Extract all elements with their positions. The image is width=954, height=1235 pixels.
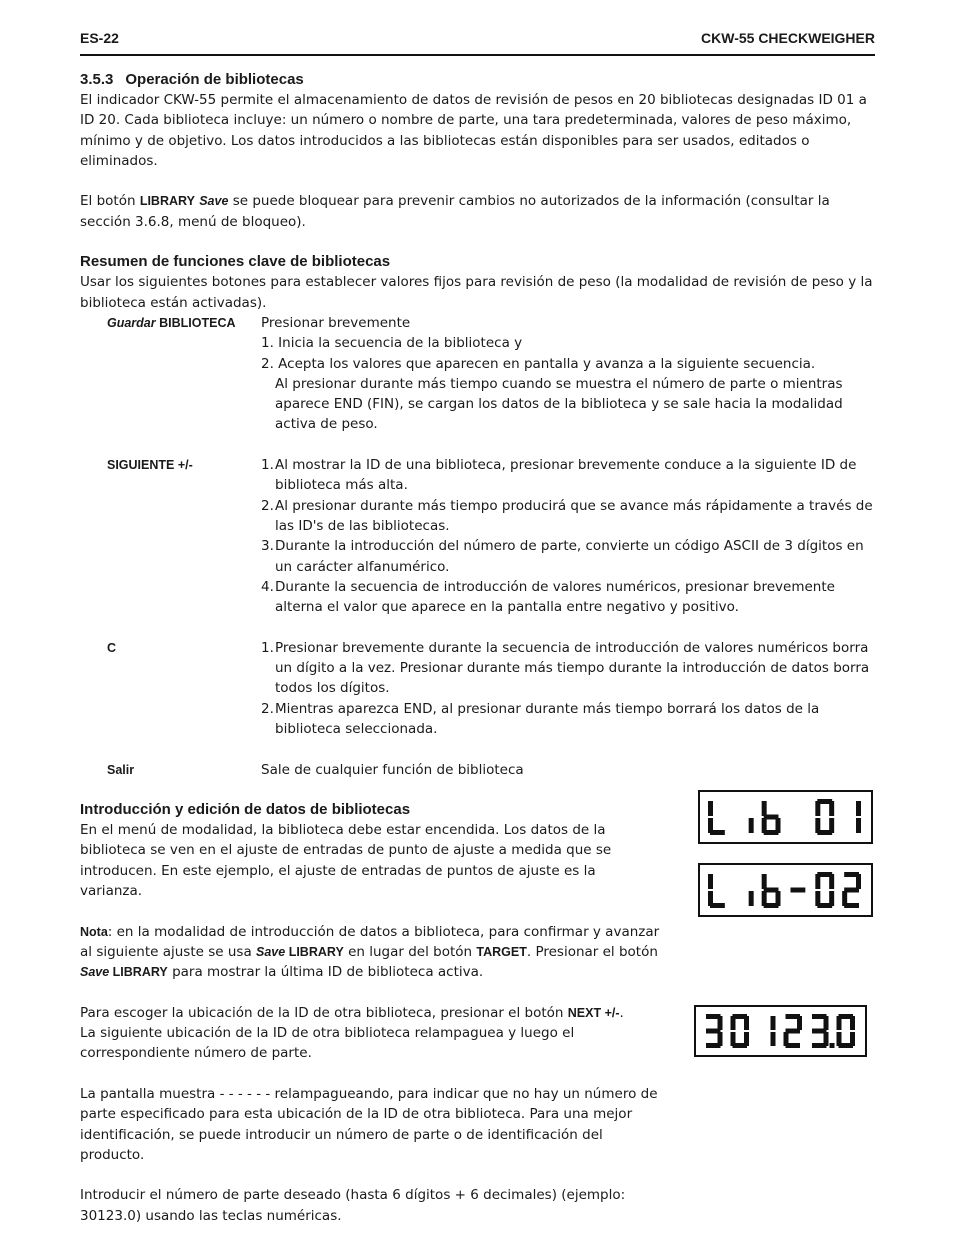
nota-label: Nota <box>80 924 108 939</box>
lcd-segment <box>837 1032 842 1046</box>
lcd-segment <box>771 1032 776 1046</box>
nota-paragraph: Nota: en la modalidad de introducción de datos a biblioteca, para confirmar y avanzar al siguiente ajuste se usa Save LIBRARY en lugar del botón TARGET. Presionar el botón Save LIBRARY para mostrar la última ID de biblioteca activa. <box>80 923 660 981</box>
lcd-segment <box>762 801 767 816</box>
lcd-segment <box>764 888 779 893</box>
section-intro: El indicador CKW-55 permite el almacenamiento de datos de revisión de pesos en 20 bibliotecas designadas ID 01 a ID 20. Cada biblioteca incluye: un número o nombre de parte, una tara predeterminada, valores de peso máximo, mínimo y de objetivo. Los datos introducidos a las bibliotecas están disponibles para ser usados, editados o eliminados. <box>80 92 867 169</box>
lcd-segment <box>706 1029 721 1034</box>
lcd-segment <box>762 874 767 889</box>
entry-p4: La pantalla muestra - - - - - - relampagueando, para indicar que no hay un número de parte especificado para esta ubicación de la ID de otra biblioteca. Para una mejor identificación, se puede introducir un número de parte o de identificación del producto. <box>80 1085 658 1163</box>
lcd-segment <box>842 891 847 906</box>
page-number: ES-22 <box>80 30 119 46</box>
lcd-segment <box>856 818 861 833</box>
entry-p1: En el menú de modalidad, la biblioteca debe estar encendida. Los datos de la biblioteca se ven en el ajuste de entradas de punto de ajuste a medida que se introducen. En este ejemplo, el ajuste de entradas de puntos de ajuste es la varianza. <box>80 822 612 899</box>
product-name: CKW-55 CHECKWEIGHER <box>701 30 875 46</box>
lcd-segment <box>744 1016 749 1030</box>
lcd-segment <box>815 874 820 889</box>
function-description: 1. Presionar brevemente durante la secuencia de introducción de valores numéricos borra un dígito a la vez. Presionar durante más tiempo durante la introducción de datos borra todos los dígitos. 2. Mientras aparezca END, al presionar durante más tiempo borrará los datos de la biblioteca seleccionada. <box>261 639 870 737</box>
lcd-segment <box>731 1032 736 1046</box>
lcd-segments <box>700 792 871 842</box>
section-title: Operación de bibliotecas <box>125 71 304 88</box>
lcd-segment <box>708 891 713 906</box>
entry-heading: Introducción y edición de datos de bibliotecas <box>80 801 411 819</box>
lcd-segment <box>771 1016 776 1030</box>
lcd-segments <box>696 1007 865 1055</box>
lcd-segment <box>856 874 861 889</box>
lcd-segments <box>700 865 871 915</box>
lcd-segment <box>731 1016 736 1030</box>
lcd-display-lib01 <box>698 790 873 844</box>
lcd-segment <box>812 1029 827 1034</box>
lcd-segment <box>815 891 820 906</box>
function-c <box>80 638 875 739</box>
lcd-segment <box>850 1016 855 1030</box>
lcd-segment <box>829 874 834 889</box>
entry-p3b: La siguiente ubicación de la ID de otra biblioteca relampaguea y luego el correspondiente número de parte. <box>80 1025 575 1062</box>
section-heading <box>80 70 875 90</box>
lcd-segment <box>791 888 806 893</box>
lcd-segment <box>708 818 713 833</box>
lcd-display-lib02 <box>698 863 873 917</box>
lcd-segment <box>815 818 820 833</box>
lcd-segment <box>844 888 859 893</box>
function-key-label: SIGUIENTE +/- <box>107 458 193 473</box>
lcd-segment <box>762 891 767 906</box>
function-key-label: C <box>107 640 117 655</box>
lcd-segment <box>797 1016 802 1030</box>
lcd-segment <box>749 891 754 906</box>
lcd-segment <box>815 801 820 816</box>
lcd-segment <box>706 1043 721 1048</box>
lcd-segment <box>786 1029 801 1034</box>
lock-paragraph: El botón LIBRARY Save se puede bloquear para prevenir cambios no autorizados de la información (consultar la sección 3.6.8, menú de bloqueo). <box>80 193 830 230</box>
lcd-segment <box>749 818 754 833</box>
lcd-segment <box>784 1032 789 1046</box>
lcd-segment <box>829 801 834 816</box>
section-number: 3.5.3 <box>80 71 114 88</box>
lcd-segment <box>762 818 767 833</box>
lcd-segment <box>764 815 779 820</box>
function-description: Sale de cualquier función de biblioteca <box>261 761 524 778</box>
function-siguiente <box>80 455 875 617</box>
function-guardar <box>80 313 875 435</box>
page-header <box>80 30 875 56</box>
summary-heading: Resumen de funciones clave de bibliotecas <box>80 253 391 271</box>
lcd-segment <box>718 1016 723 1030</box>
lcd-segment <box>856 801 861 816</box>
entry-p5: Introducir el número de parte deseado (hasta 6 dígitos + 6 decimales) (ejemplo: 30123.0) usando las teclas numéricas. <box>80 1187 626 1224</box>
lcd-display-part-number <box>694 1005 867 1057</box>
lcd-decimal-point <box>830 1043 835 1048</box>
function-salir <box>80 760 875 780</box>
lcd-segment <box>812 1043 827 1048</box>
lcd-segment <box>824 1016 829 1030</box>
function-description: Presionar brevemente 1. Inicia la secuencia de la biblioteca y 2. Acepta los valores que aparecen en pantalla y avanza a la siguiente secuencia. Al presionar durante más tiempo cuando se muestra el número de parte o mientras aparece END (FIN), se cargan los datos de la biblioteca y se sale hacia la modalidad activa de peso. <box>261 314 843 433</box>
save-key: Save <box>199 194 229 209</box>
entry-p3: Para escoger la ubicación de la ID de otra biblioteca, presionar el botón NEXT +/-. <box>80 1004 624 1021</box>
function-description: 1. Al mostrar la ID de una biblioteca, presionar brevemente conduce a la siguiente ID de biblioteca más alta. 2. Al presionar durante más tiempo producirá que se avance más rápidamente a través de las ID's de las bibliotecas. 3. Durante la introducción del número de parte, convierte un código ASCII de 3 dígitos en un carácter alfanumérico. 4. Durante la secuencia de introducción de valores numéricos, presionar brevemente alterna el valor que aparece en la pantalla entre negativo y positivo. <box>261 457 873 616</box>
lcd-segment <box>708 801 713 816</box>
function-key-label: Salir <box>107 762 135 777</box>
library-key: LIBRARY <box>139 194 195 209</box>
function-key-label: Guardar BIBLIOTECA <box>107 315 236 330</box>
lcd-segment <box>837 1016 842 1030</box>
lcd-segment <box>708 874 713 889</box>
summary-intro: Usar los siguientes botones para establecer valores fijos para revisión de peso (la modalidad de revisión de peso y la biblioteca están activadas). <box>80 274 873 311</box>
